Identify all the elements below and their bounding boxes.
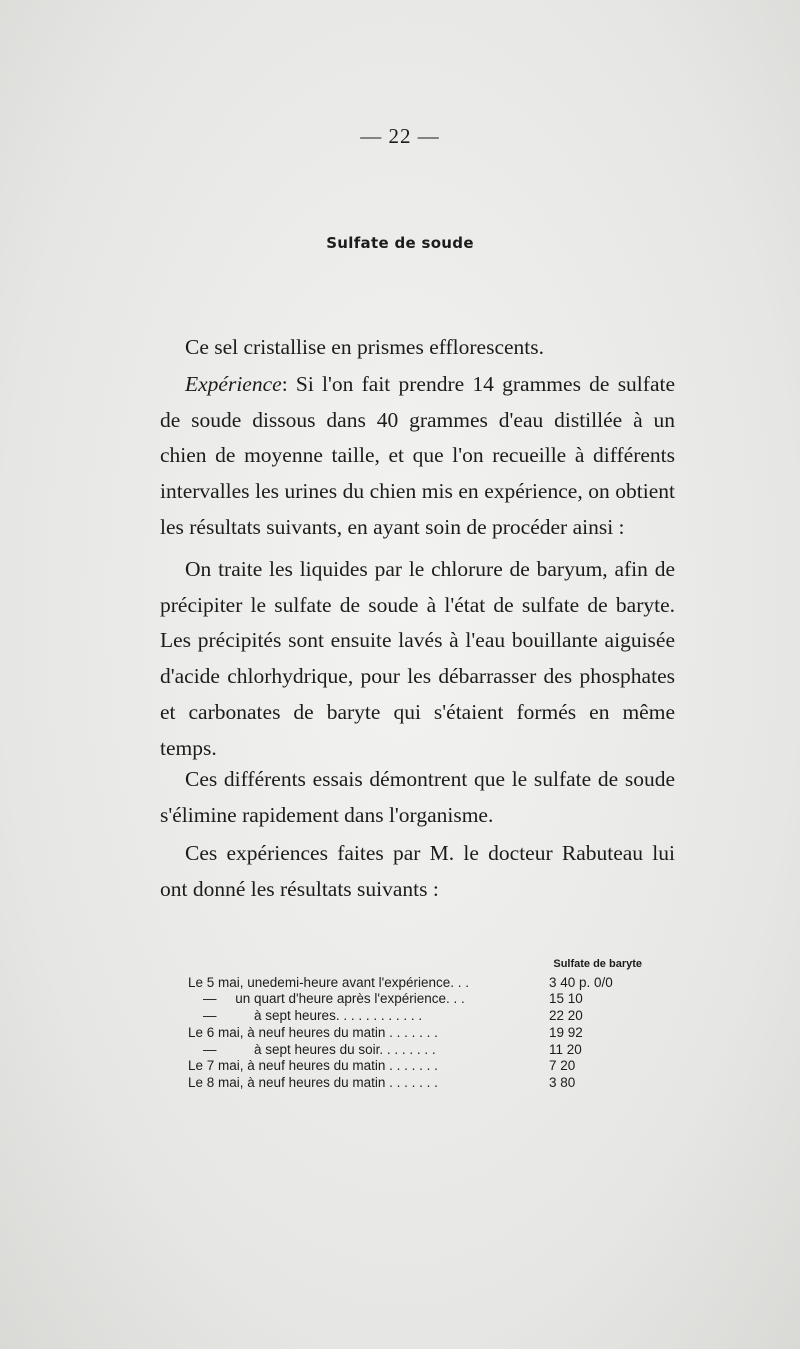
row-label: — un quart d'heure après l'expérience. . . <box>188 991 465 1007</box>
paragraph-3 <box>160 552 675 766</box>
table-row <box>188 1025 658 1042</box>
section-heading: Sulfate de soude <box>326 234 474 252</box>
row-value: 7 20 <box>548 1058 576 1074</box>
row-value: 15 10 <box>548 991 583 1007</box>
row-value: 11 20 <box>548 1041 582 1057</box>
experience-label: Expérience <box>185 372 282 396</box>
table-row <box>188 1008 658 1025</box>
paragraph-4 <box>160 762 675 833</box>
row-label: Le 5 mai, unedemi-heure avant l'expérience. . . <box>188 974 469 990</box>
results-table <box>188 956 658 1092</box>
row-label: — à sept heures. . . . . . . . . . . . <box>188 1008 423 1024</box>
row-value: 19 92 <box>548 1024 583 1040</box>
row-value: 3 80 <box>548 1074 576 1090</box>
table-row <box>188 1075 658 1092</box>
page-number: — 22 — <box>360 124 440 148</box>
paragraph-3-text: On traite les liquides par le chlorure de baryum, afin de précipiter le sulfate de soude à l'état de sulfate de baryte. Les précipités sont ensuite lavés à l'eau bouillante aiguisée d'acide chlorhydrique, pour les débarrasser des phosphates et carbonates de baryte qui s'étaient formés en même temps. <box>160 557 675 760</box>
paragraph-5 <box>160 836 675 907</box>
row-value: 22 20 <box>548 1008 583 1024</box>
table-column-header: Sulfate de baryte <box>553 958 642 970</box>
table-row <box>188 991 658 1008</box>
paragraph-2-rest: : Si l'on fait prendre 14 grammes de sulfate de soude dissous dans 40 grammes d'eau distillée à un chien de moyenne taille, et que l'on recueille à différents intervalles les urines du chien mis en expérience, on obtient les résultats suivants, en ayant soin de procéder ainsi : <box>160 372 675 539</box>
paragraph-2 <box>160 367 675 546</box>
row-label: Le 8 mai, à neuf heures du matin . . . . . . . <box>188 1074 438 1090</box>
paragraph-5-text: Ces expériences faites par M. le docteur Rabuteau lui ont donné les résultats suivants : <box>160 841 675 901</box>
paragraph-4-text: Ces différents essais démontrent que le sulfate de soude s'élimine rapidement dans l'organisme. <box>160 767 675 827</box>
table-row <box>188 1042 658 1059</box>
row-label: Le 6 mai, à neuf heures du matin . . . . . . . <box>188 1024 438 1040</box>
table-row <box>188 975 658 992</box>
paragraph-1-text: Ce sel cristallise en prismes efflorescents. <box>185 335 545 359</box>
row-label: Le 7 mai, à neuf heures du matin . . . . . . . <box>188 1058 438 1074</box>
table-row <box>188 1058 658 1075</box>
row-value: 3 40 p. 0/0 <box>548 974 613 990</box>
paragraph-1 <box>160 330 675 366</box>
row-label: — à sept heures du soir. . . . . . . . <box>188 1041 436 1057</box>
paragraph-2-text <box>160 367 675 546</box>
